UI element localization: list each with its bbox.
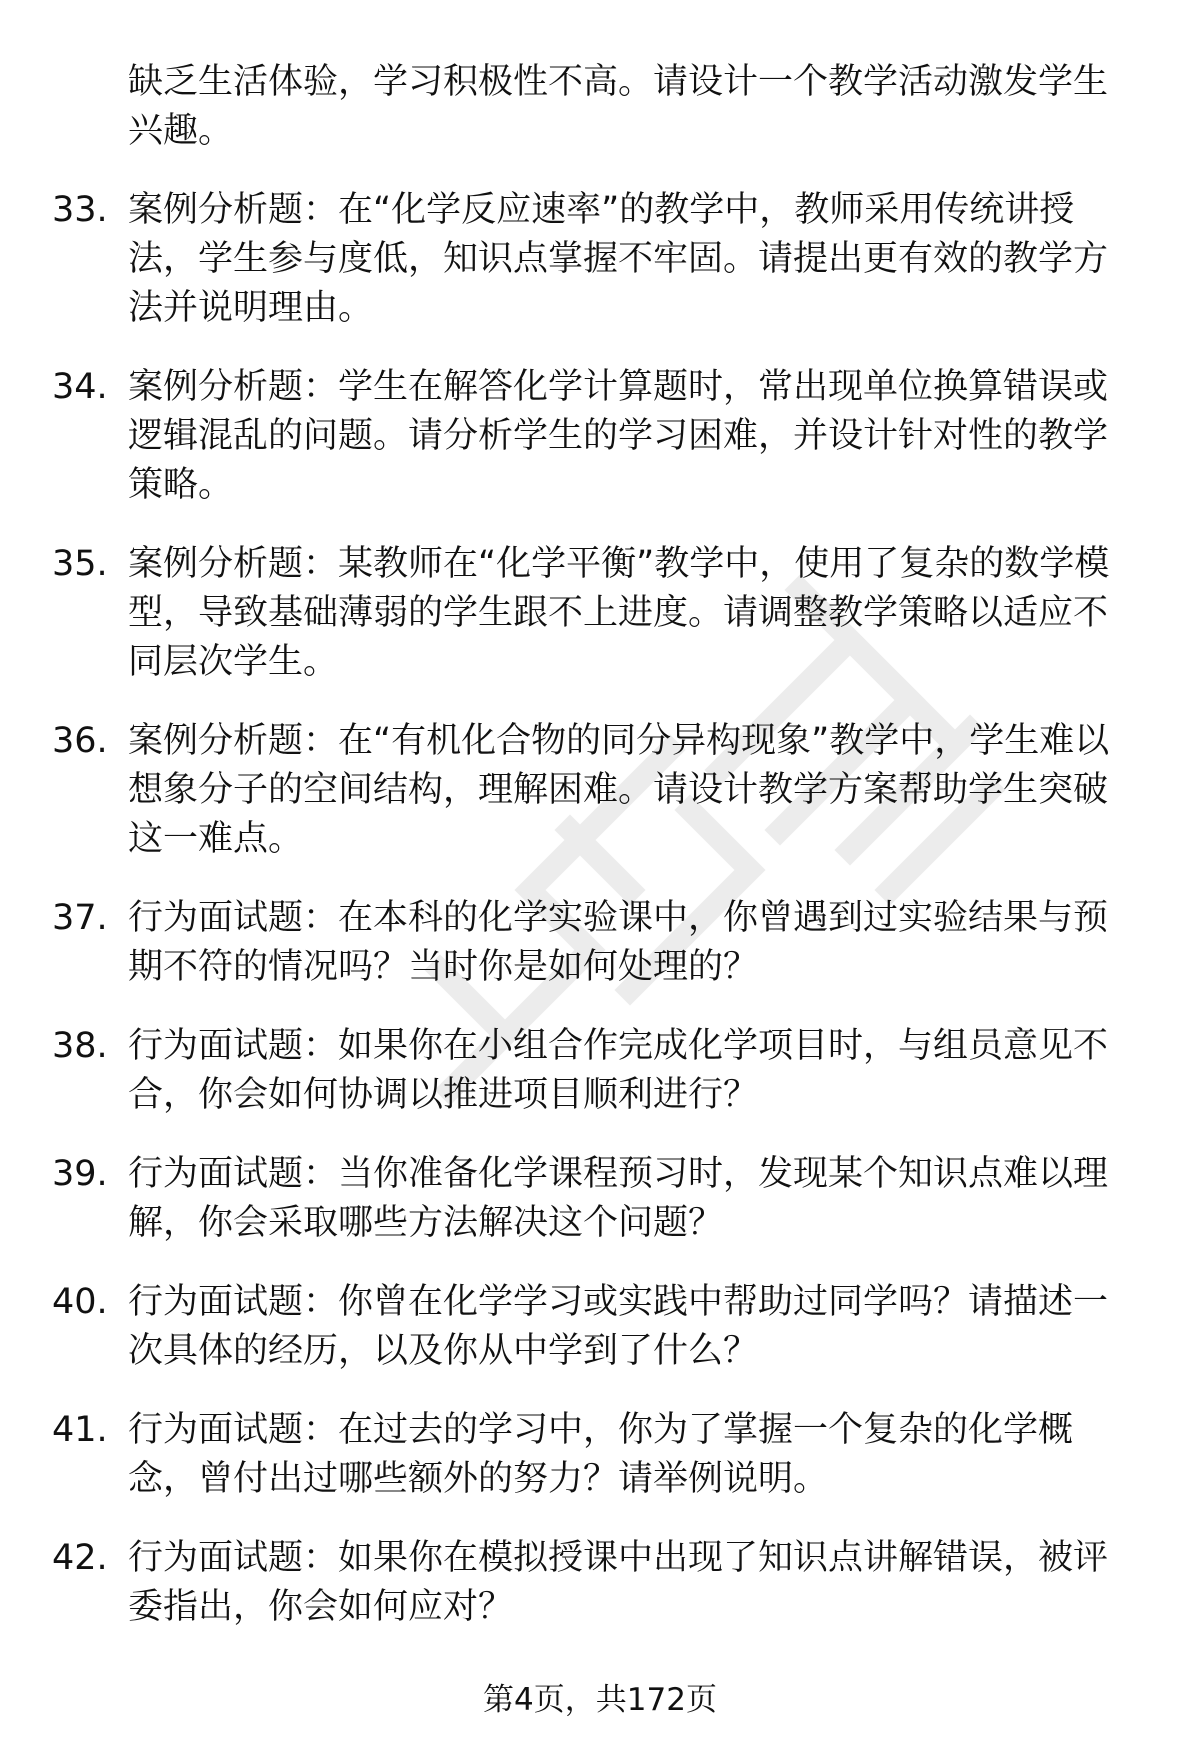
question-text: 行为面试题：如果你在小组合作完成化学项目时，与组员意见不合，你会如何协调以推进项目顺利进行？ bbox=[128, 1026, 1109, 1115]
question-number: 38. bbox=[52, 1026, 108, 1066]
question-text: 案例分析题：在“有机化合物的同分异构现象”教学中，学生难以想象分子的空间结构，理解困难。请设计教学方案帮助学生突破这一难点。 bbox=[128, 721, 1110, 859]
question-text: 案例分析题：学生在解答化学计算题时，常出现单位换算错误或逻辑混乱的问题。请分析学生的学习困难，并设计针对性的教学策略。 bbox=[128, 367, 1109, 505]
question-text: 行为面试题：如果你在模拟授课中出现了知识点讲解错误，被评委指出，你会如何应对？ bbox=[128, 1538, 1109, 1627]
question-number: 36. bbox=[52, 721, 108, 761]
question-text: 案例分析题：在“化学反应速率”的教学中，教师采用传统讲授法，学生参与度低，知识点掌握不牢固。请提出更有效的教学方法并说明理由。 bbox=[128, 190, 1109, 328]
question-item bbox=[52, 186, 1142, 333]
continuation-text: 缺乏生活体验，学习积极性不高。请设计一个教学活动激发学生兴趣。 bbox=[128, 62, 1109, 151]
question-number: 40. bbox=[52, 1282, 108, 1322]
question-number: 37. bbox=[52, 898, 108, 938]
question-item bbox=[52, 1278, 1142, 1376]
question-number: 42. bbox=[52, 1538, 108, 1578]
question-text: 行为面试题：你曾在化学学习或实践中帮助过同学吗？请描述一次具体的经历，以及你从中学到了什么？ bbox=[128, 1282, 1109, 1371]
page-footer: 第4页，共172页 bbox=[483, 1682, 717, 1718]
question-number: 41. bbox=[52, 1410, 108, 1450]
question-list bbox=[52, 58, 1142, 1662]
question-item bbox=[52, 717, 1142, 864]
question-item bbox=[52, 363, 1142, 510]
question-item bbox=[52, 540, 1142, 687]
question-text: 行为面试题：当你准备化学课程预习时，发现某个知识点难以理解，你会采取哪些方法解决这个问题？ bbox=[128, 1154, 1109, 1243]
question-item bbox=[52, 1150, 1142, 1248]
question-number: 33. bbox=[52, 190, 108, 230]
question-text: 行为面试题：在本科的化学实验课中，你曾遇到过实验结果与预期不符的情况吗？当时你是如何处理的？ bbox=[128, 898, 1109, 987]
question-text: 行为面试题：在过去的学习中，你为了掌握一个复杂的化学概念，曾付出过哪些额外的努力？请举例说明。 bbox=[128, 1410, 1074, 1499]
question-item bbox=[52, 1406, 1142, 1504]
question-item bbox=[52, 1022, 1142, 1120]
question-number: 35. bbox=[52, 544, 108, 584]
question-text: 案例分析题：某教师在“化学平衡”教学中，使用了复杂的数学模型，导致基础薄弱的学生跟不上进度。请调整教学策略以适应不同层次学生。 bbox=[128, 544, 1110, 682]
question-number: 39. bbox=[52, 1154, 108, 1194]
question-number: 34. bbox=[52, 367, 108, 407]
question-item bbox=[52, 1534, 1142, 1632]
question-item bbox=[52, 894, 1142, 992]
